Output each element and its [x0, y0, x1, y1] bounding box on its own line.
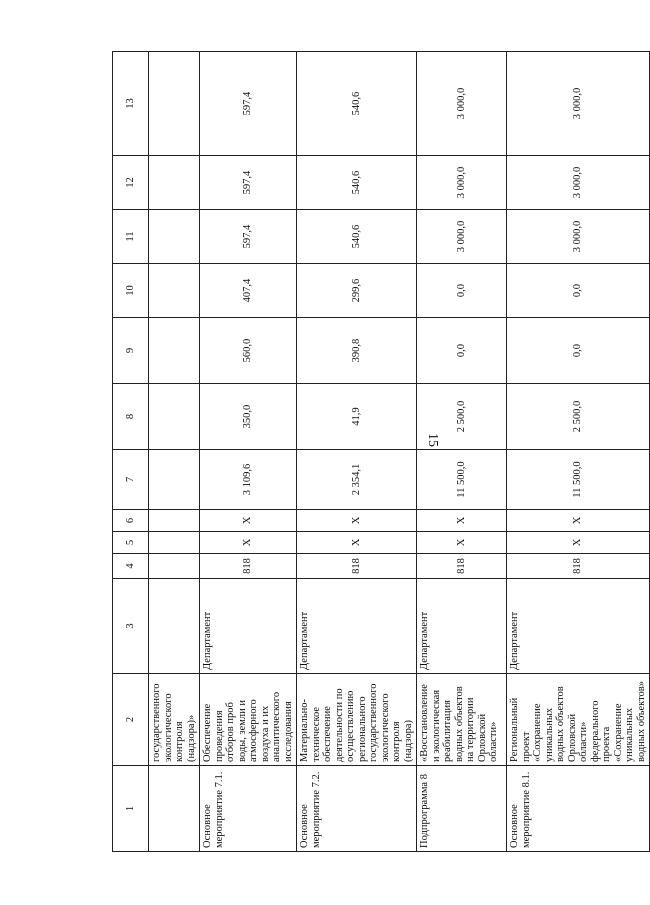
page-number: 15 [425, 433, 440, 447]
cell-title: Обеспечение проведения отборов проб воды, земли и атмосферного воздуха и их аналитического исследования [200, 674, 297, 766]
cell-title: государственного экологического контроля (надзора)» [149, 674, 200, 766]
table-row [507, 52, 650, 852]
cell-value [149, 318, 200, 384]
column-number-row [113, 52, 149, 852]
cell-value: 350,0 [200, 384, 297, 450]
cell-value: 3 109,6 [200, 450, 297, 510]
cell-value [149, 156, 200, 210]
cell-program: Основное мероприятие 7.1. [200, 766, 297, 852]
column-number: 4 [113, 554, 149, 579]
cell-value [149, 532, 200, 554]
cell-value: Х [200, 532, 297, 554]
cell-executor: Департамент [507, 579, 650, 674]
column-number: 3 [113, 579, 149, 674]
cell-value: 540,6 [297, 156, 417, 210]
cell-value: 390,8 [297, 318, 417, 384]
column-number: 8 [113, 384, 149, 450]
cell-value: Х [297, 532, 417, 554]
cell-value: 818 [507, 554, 650, 579]
column-number: 5 [113, 532, 149, 554]
cell-title: «Восстановление и экологическая реабилитация водных объектов на территории Орловской области» [417, 674, 507, 766]
cell-value: 0,0 [417, 264, 507, 318]
cell-program: Основное мероприятие 7.2. [297, 766, 417, 852]
cell-value: 0,0 [507, 318, 650, 384]
cell-value: 3 000,0 [507, 210, 650, 264]
table-row [297, 52, 417, 852]
cell-value: 818 [297, 554, 417, 579]
column-number: 1 [113, 766, 149, 852]
cell-value: 11 500,0 [507, 450, 650, 510]
cell-value [149, 264, 200, 318]
cell-value: 818 [417, 554, 507, 579]
column-number: 9 [113, 318, 149, 384]
cell-value: 3 000,0 [417, 156, 507, 210]
cell-value: 3 000,0 [417, 210, 507, 264]
column-number: 2 [113, 674, 149, 766]
cell-value: 2 500,0 [417, 384, 507, 450]
cell-value [149, 384, 200, 450]
column-number: 10 [113, 264, 149, 318]
column-number: 11 [113, 210, 149, 264]
cell-value: 407,4 [200, 264, 297, 318]
cell-program [149, 766, 200, 852]
table-row [200, 52, 297, 852]
cell-value: 2 354,1 [297, 450, 417, 510]
cell-value: 2 500,0 [507, 384, 650, 450]
column-number: 13 [113, 52, 149, 156]
cell-value: Х [417, 532, 507, 554]
cell-executor: Департамент [200, 579, 297, 674]
cell-value [149, 52, 200, 156]
cell-value [149, 554, 200, 579]
cell-value: Х [297, 510, 417, 532]
column-number: 6 [113, 510, 149, 532]
cell-value: Х [507, 532, 650, 554]
table-row [149, 52, 200, 852]
cell-value: 560,0 [200, 318, 297, 384]
cell-value: 3 000,0 [507, 52, 650, 156]
cell-value: 818 [200, 554, 297, 579]
rotated-table-sheet [112, 52, 647, 852]
cell-value: 540,6 [297, 210, 417, 264]
cell-title: Материально-техническое обеспечение деятельности по осуществлению регионального государственного экологического контроля (надзора) [297, 674, 417, 766]
cell-value: Х [507, 510, 650, 532]
cell-value: Х [200, 510, 297, 532]
cell-value [149, 510, 200, 532]
cell-value: 3 000,0 [507, 156, 650, 210]
column-number: 12 [113, 156, 149, 210]
cell-value [149, 450, 200, 510]
cell-executor: Департамент [297, 579, 417, 674]
cell-value: 299,6 [297, 264, 417, 318]
cell-value: 0,0 [417, 318, 507, 384]
cell-executor: Департамент [417, 579, 507, 674]
cell-value: 11 500,0 [417, 450, 507, 510]
cell-value: 597,4 [200, 52, 297, 156]
cell-value: 597,4 [200, 210, 297, 264]
cell-value [149, 210, 200, 264]
cell-program: Основное мероприятие 8.1. [507, 766, 650, 852]
cell-value: 3 000,0 [417, 52, 507, 156]
cell-value: 597,4 [200, 156, 297, 210]
cell-program: Подпрограмма 8 [417, 766, 507, 852]
table-row [417, 52, 507, 852]
cell-title: Региональный проект «Сохранение уникальных водных объектов Орловской области» федерального проекта «Сохранение уникальных водных объектов» [507, 674, 650, 766]
cell-value: 41,9 [297, 384, 417, 450]
budget-table [112, 51, 650, 852]
cell-executor [149, 579, 200, 674]
cell-value: 0,0 [507, 264, 650, 318]
cell-value: 540,6 [297, 52, 417, 156]
cell-value: Х [417, 510, 507, 532]
column-number: 7 [113, 450, 149, 510]
